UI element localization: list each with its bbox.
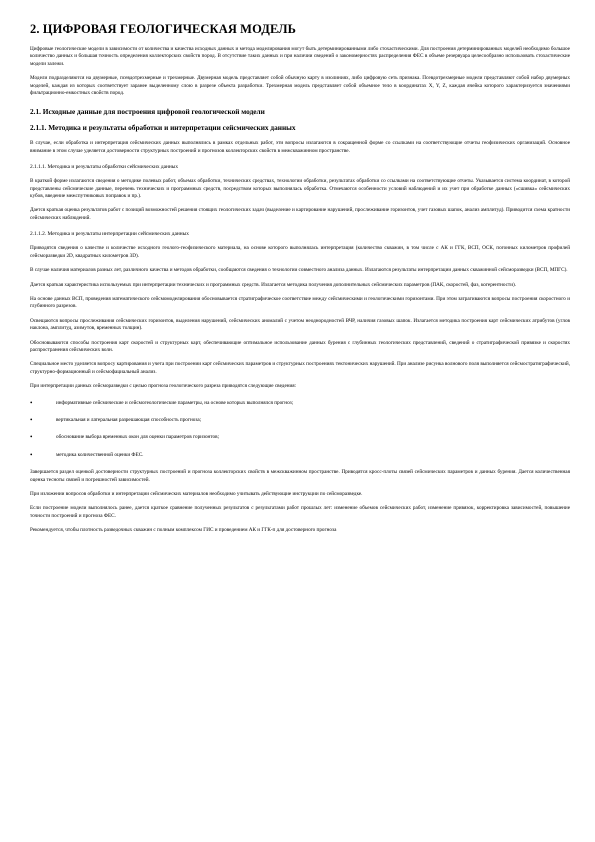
- intro-paragraph-2: Модели подразделяются на двумерные, псевдотрехмерные и трехмерные. Двумерная модель представляет собой обычную карту в изолиниях, либо цифровую сеть признака. Псевдотрехмерные модели представляют собой набор двумерных моделей, каждая из которых соответствует заранее выделенному слою в разрезе объекта разработки. Трехмерная модель представляет собой объемное тело в координатах X, Y, Z, каждая ячейка которого характеризуется значениями фильтрационно-емкостных свойств пород.: [30, 75, 570, 97]
- paragraph-2-1-1: В случае, если обработка и интерпретация сейсмических данных выполнялись в рамках отдельных работ, эти вопросы излагаются в сокращенной форме со ссылками на соответствующие отчеты геофизических организаций. Основное внимание в этом случае уделяется достоверности структурных построений и прогнозов коллекторских свойств в межскважинном пространстве.: [30, 140, 570, 154]
- bullet-icon: •: [30, 433, 33, 442]
- paragraph-2-1-1-2-f: Обосновываются способы построения карт скоростей и структурных карт, обеспечивающие оптимальное использование данных бурения с глубинных геологических представлений, сведений о стратиграфической привязке и скоростях распространения сейсмических волн.: [30, 339, 570, 353]
- list-item-text: обоснование выбора временных окон для оценки параметров горизонтов;: [56, 434, 220, 441]
- bullet-icon: •: [30, 415, 33, 424]
- page-title: 2. ЦИФРОВАЯ ГЕОЛОГИЧЕСКАЯ МОДЕЛЬ: [30, 22, 297, 36]
- paragraph-2-1-1-2-a: Приводятся сведения о качестве и количестве исходного геолого-геофизического материала, на основе которого выполнялась интерпретация (количество скважин, в том числе с АК и ГГК, ВСП, ОСК, погонных километров профилей сейсморазведки 2D, квадратных километров 3D).: [30, 245, 570, 259]
- document-page: [30, 22, 570, 542]
- bullet-icon: •: [30, 450, 33, 459]
- paragraph-2-1-1-1-a: В краткой форме излагаются сведения о методике полевых работ, объемах обработки, технических средствах, технологии обработки, результатах обработки со ссылками на соответствующие отчеты. Указывается система координат, в которой представлены сейсмические данные, перечень технических и программных средств, посредством которых выполнялась обработка. Отмечаются особенности условий наблюдений и их учет при обработке данных («сшивка» сейсмических кубов, введение межспутниковых поправок и пр.).: [30, 178, 570, 200]
- list-item-text: методика количественной оценки ФЕС.: [56, 451, 144, 458]
- section-heading-2-1-1-1: 2.1.1.1. Методика и результаты обработки сейсмических данных: [30, 164, 179, 171]
- list-item: [30, 400, 570, 407]
- list-item: [30, 417, 570, 424]
- paragraph-2-1-1-2-d: На основе данных ВСП, проведения математического сейсмомоделирования обосновывается стратиграфическое соответствие между сейсмическими и геологическими горизонтами. При этом затрагиваются вопросы построения скоростного и глубинного разрезов.: [30, 295, 570, 310]
- paragraph-2-1-1-2-h: При интерпретации данных сейсморазведки с целью прогноза геологического разреза приводятся следующие сведения:: [30, 383, 297, 390]
- paragraph-2-1-1-2-b: В случае наличия материалов разных лет, различного качества и методов обработки, сообщаются сведения о технологии совместного анализа данных. Излагаются результаты интерпретации данных скважинной сейсморазведки (ВСП, МПГС).: [30, 267, 568, 274]
- closing-paragraph-2: При изложении вопросов обработки и интерпретации сейсмических материалов необходимо учитывать действующие инструкции по сейсморазведке.: [30, 491, 363, 497]
- list-item-text: информативные сейсмические и сейсмогеологические параметры, на основе которых выполнялся прогноз;: [56, 399, 294, 406]
- paragraph-2-1-1-1-b: Дается краткая оценка результатов работ с позиций возможностей решения стоящих геологических задач (выделение и картирование нарушений, прослеживание горизонтов, учет газовых шапок, анализ амплитуд). Приводится схема кратности сейсмических наблюдений.: [30, 207, 570, 221]
- intro-paragraph-1: Цифровые геологические модели в зависимости от количества и качества исходных данных и метода моделирования могут быть детерминированными либо стохастическими. Для построения детерминированных моделей необходимо большое количество данных и большая точность определения коллекторских свойств пород. В отсутствие таких данных и при наличии сведений о закономерностях распределения ФЕС в объеме резервуара целесообразно использовать стохастические модели залежи.: [30, 46, 570, 67]
- list-item-text: вертикальная и латеральная разрешающая способность прогноза;: [56, 416, 202, 423]
- bullet-list: [30, 400, 570, 460]
- section-heading-2-1-1: 2.1.1. Методика и результаты обработки и интерпретации сейсмических данных: [30, 123, 296, 133]
- closing-paragraph-3: Если построение модели выполнялось ранее, дается краткое сравнение полученных результатов с результатами работ прошлых лет: изменение объемов сейсмических работ, изменение привязок, корректировка зависимостей, повышение точности построений и прогноза ФЕС.: [30, 505, 570, 519]
- paragraph-2-1-1-2-g: Специальное место уделяется вопросу картирования и учета при построении карт сейсмических параметров и структурных построениях тектонических нарушений. При анализе рисунка волнового поля выполняется сейсмостратиграфический, структурно-формационный и сейсмофациальный анализ.: [30, 361, 570, 375]
- closing-paragraph-4: Рекомендуется, чтобы плотность разведочных скважин с полным комплексом ГИС и проведением АК и ГГК-п для достоверного прогноза: [30, 527, 337, 534]
- paragraph-2-1-1-2-c: Дается краткая характеристика используемых при интерпретации технических и программных средств. Излагается методика получения дополнительных сейсмических параметров (ПАК, скоростей, фаз, когерентности).: [30, 281, 516, 288]
- bullet-icon: •: [30, 398, 33, 407]
- paragraph-2-1-1-2-e: Освещаются вопросы прослеживания сейсмических горизонтов, выделения нарушений, сейсмических аномалий с учетом неоднородностей ВЧР, наличия газовых шапок. Излагается методика построения карт сейсмических атрибутов (углов наклона, амплитуд, азимутов, временных толщин).: [30, 317, 570, 332]
- list-item: [30, 434, 570, 441]
- closing-paragraph-1: Завершается раздел оценкой достоверности структурных построений и прогноза коллекторских свойств в межскважинном пространстве. Приводятся кросс-плоты связей сейсмических параметров и данных бурения. Дается количественная оценка тесноты связей и погрешностей зависимостей.: [30, 469, 570, 483]
- section-heading-2-1: 2.1. Исходные данные для построения цифровой геологической модели: [30, 107, 265, 117]
- list-item: [30, 452, 570, 459]
- section-heading-2-1-1-2: 2.1.1.2. Методика и результаты интерпретации сейсмических данных: [30, 231, 189, 238]
